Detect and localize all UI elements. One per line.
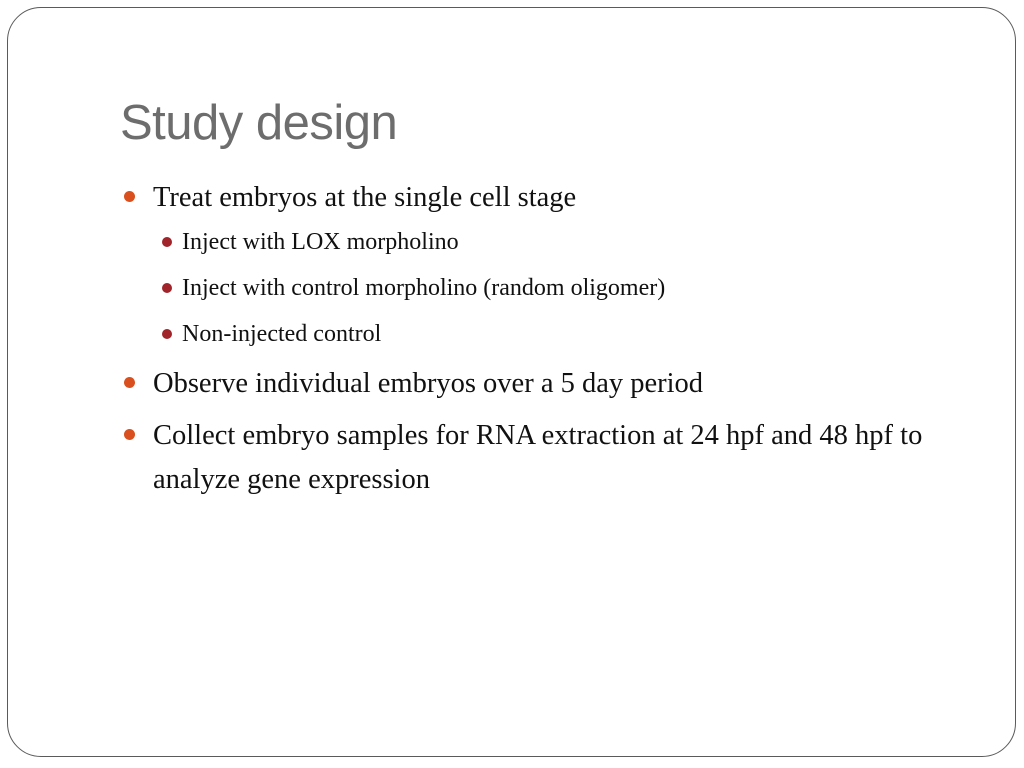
bullet-dot-icon	[124, 377, 135, 388]
bullet-text: Treat embryos at the single cell stage	[153, 182, 577, 213]
bullet-text: Collect embryo samples for RNA extraction at 24 hpf and 48 hpf to analyze gene expression	[153, 420, 923, 495]
bullet-item	[122, 362, 982, 406]
sub-bullet-dot-icon	[162, 329, 172, 339]
bullet-text: Observe individual embryos over a 5 day period	[153, 368, 704, 399]
sub-bullet-text: Inject with control morpholino (random oligomer)	[182, 275, 666, 301]
bullet-dot-icon	[124, 191, 135, 202]
bullet-item	[122, 414, 982, 502]
bullet-list	[122, 176, 982, 510]
sub-bullet-text: Inject with LOX morpholino	[182, 229, 459, 255]
sub-bullet-list	[122, 222, 982, 354]
sub-bullet-item	[122, 268, 982, 308]
sub-bullet-item	[122, 314, 982, 354]
sub-bullet-dot-icon	[162, 283, 172, 293]
sub-bullet-text: Non-injected control	[182, 321, 382, 347]
bullet-dot-icon	[124, 429, 135, 440]
slide-frame	[7, 7, 1016, 757]
slide-title: Study design	[120, 96, 398, 150]
sub-bullet-item	[122, 222, 982, 262]
bullet-item	[122, 176, 982, 220]
sub-bullet-dot-icon	[162, 237, 172, 247]
